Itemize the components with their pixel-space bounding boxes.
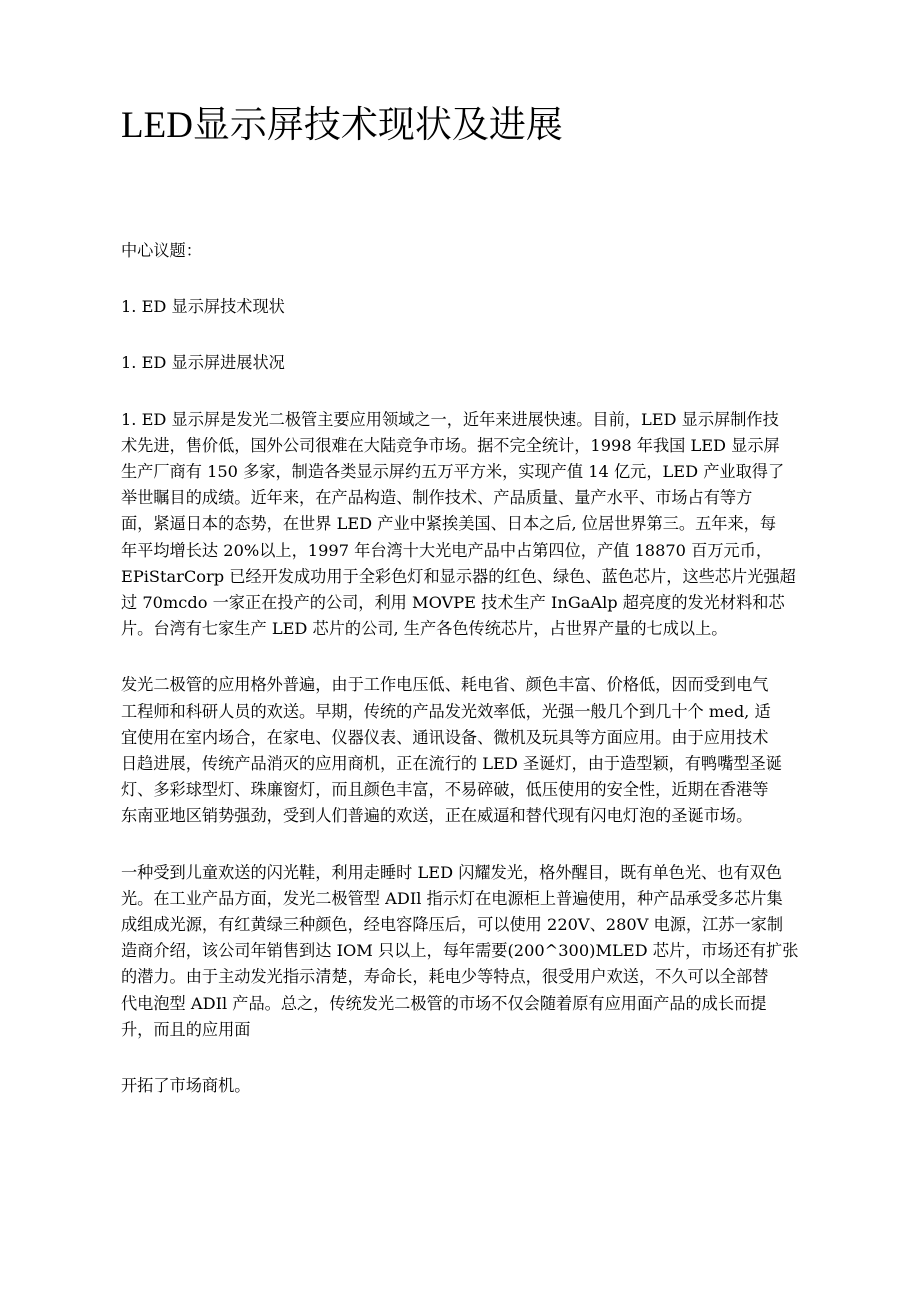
document-title: LED显示屏技术现状及进展 — [121, 105, 563, 146]
topic-item: 1. ED 显示屏技术现状 — [121, 297, 285, 317]
paragraph-line: 成组成光源，有红黄绿三种颜色，经电容降压后，可以使用 220V、280V 电源，江苏一家制 — [121, 915, 784, 935]
paragraph-line: 东南亚地区销势强劲，受到人们普遍的欢送，正在威逼和替代现有闪电灯泡的圣诞市场。 — [121, 806, 753, 826]
paragraph-line: 面，紧逼日本的态势，在世界 LED 产业中紧挨美国、日本之后, 位居世界第三。五年来，每 — [121, 514, 777, 534]
paragraph-line: 工程师和科研人员的欢送。早期，传统的产品发光效率低，光强一般几个到几十个 med, 适 — [121, 701, 771, 721]
paragraph-line: 年平均增长达 20%以上，1997 年台湾十大光电产品中占第四位，产值 18870 百万元币， — [121, 540, 773, 560]
spacer — [121, 830, 811, 860]
paragraph-applications — [121, 672, 811, 829]
spacer — [121, 642, 811, 672]
paragraph-line: 举世瞩目的成绩。近年来，在产品构造、制作技术、产品质量、量产水平、市场占有等方 — [121, 488, 753, 508]
paragraph-line: 代电泡型 ADIl 产品。总之，传统发光二极管的市场不仅会随着原有应用面产品的成长而提 — [121, 993, 767, 1013]
spacer — [121, 264, 811, 294]
paragraph-line: 一种受到儿童欢送的闪光鞋，利用走睡时 LED 闪耀发光，格外醒目，既有单色光、也有双色 — [121, 862, 782, 882]
paragraph-line: 升，而且的应用面 — [121, 1019, 251, 1039]
paragraph-line: 开拓了市场商机。 — [121, 1076, 251, 1096]
paragraph-closing — [121, 1073, 811, 1099]
paragraph-industrial — [121, 860, 811, 1043]
paragraph-line: EPiStarCorp 已经开发成功用于全彩色灯和显示器的红色、绿色、蓝色芯片，这些芯片光强超 — [121, 566, 796, 586]
spacer — [121, 320, 811, 350]
paragraph-line: 发光二极管的应用格外普遍，由于工作电压低、耗电省、颜色丰富、价格低，因而受到电气 — [121, 675, 769, 695]
paragraph-line: 片。台湾有七家生产 LED 芯片的公司, 生产各色传统芯片，占世界产量的七成以上。 — [121, 619, 728, 639]
topic-item: 1. ED 显示屏进展状况 — [121, 353, 285, 373]
topic-label: 中心议题： — [121, 241, 202, 260]
paragraph-line: 生产厂商有 150 多家，制造各类显示屏约五万平方米，实现产值 14 亿元，LED 产业取得了 — [121, 462, 785, 482]
paragraph-line: 日趋进展，传统产品消灭的应用商机，正在流行的 LED 圣诞灯，由于造型颖，有鸭嘴型圣诞 — [121, 754, 782, 774]
spacer — [121, 1043, 811, 1073]
paragraph-line: 宜使用在室内场合，在家电、仪器仪表、通讯设备、微机及玩具等方面应用。由于应用技术 — [121, 727, 769, 747]
paragraph-line: 过 70mcdo 一家正在投产的公司，利用 MOVPE 技术生产 InGaAlp 超亮度的发光材料和芯 — [121, 593, 785, 613]
document-body — [121, 238, 811, 1099]
paragraph-display-screen — [121, 407, 811, 643]
paragraph-line: 光。在工业产品方面，发光二极管型 ADIl 指示灯在电源柜上普遍使用，种产品承受多芯片集 — [121, 888, 783, 908]
paragraph-line: 1. ED 显示屏是发光二极管主要应用领域之一，近年来进展快速。目前，LED 显示屏制作技 — [121, 409, 779, 429]
paragraph-line: 的潜力。由于主动发光指示清楚，寿命长，耗电少等特点，很受用户欢送，不久可以全部替 — [121, 967, 769, 987]
spacer — [121, 377, 811, 407]
paragraph-line: 术先进，售价低，国外公司很难在大陆竞争市场。据不完全统计，1998 年我国 LED 显示屏 — [121, 435, 780, 455]
paragraph-line: 灯、多彩球型灯、珠廉窗灯，而且颜色丰富，不易碎破，低压使用的安全性，近期在香港等 — [121, 780, 769, 800]
paragraph-line: 造商介绍，该公司年销售到达 IOM 只以上，每年需要(200^300)MLED 芯片，市场还有扩张 — [121, 941, 799, 961]
